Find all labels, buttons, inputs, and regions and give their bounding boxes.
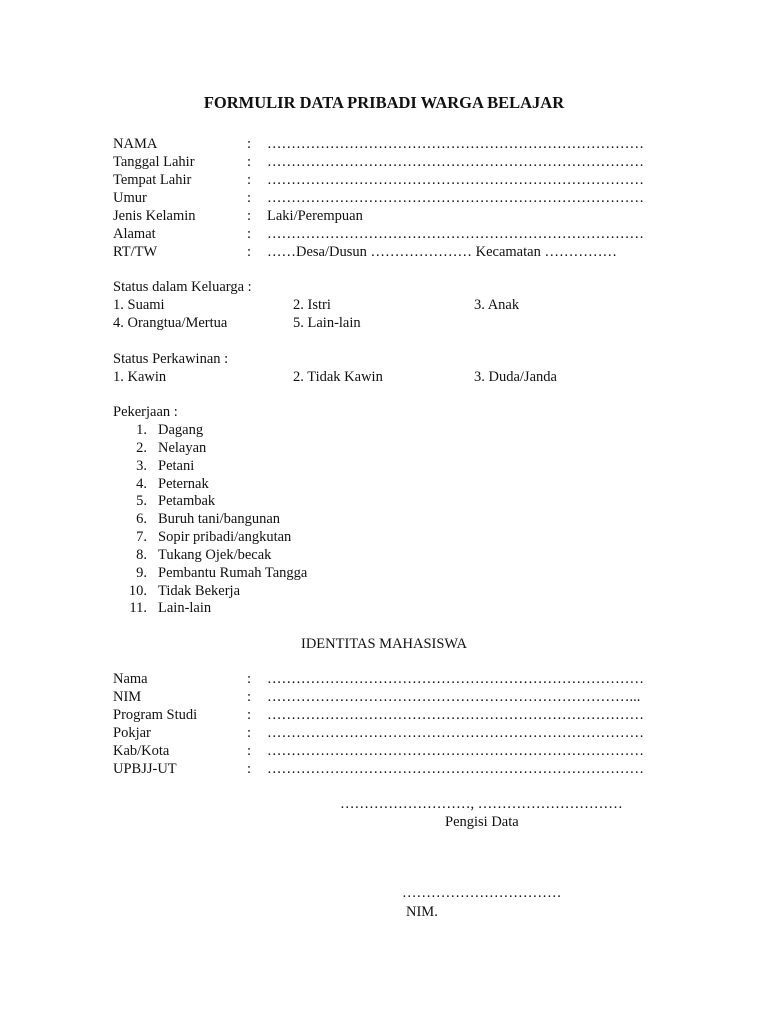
field-label: Tanggal Lahir (113, 154, 195, 170)
form-title: FORMULIR DATA PRIBADI WARGA BELAJAR (203, 93, 565, 112)
list-item-number: 1. (136, 422, 147, 438)
field-value: …………………………………………………………………… (267, 226, 644, 242)
field-value: …………………………………………………………………… (267, 743, 644, 759)
occupation-heading: Pekerjaan : (113, 404, 178, 420)
student-field-pokjar (113, 725, 644, 744)
field-label: Nama (113, 671, 148, 687)
field-colon: : (247, 761, 252, 777)
family-status-heading: Status dalam Keluarga : (113, 279, 252, 295)
field-label: Tempat Lahir (113, 172, 192, 188)
marital-status-option: 2. Tidak Kawin (293, 369, 383, 385)
student-field-nim (113, 689, 641, 708)
field-tempat-lahir (113, 172, 644, 191)
list-item: Pembantu Rumah Tangga (158, 565, 308, 581)
field-label: UPBJJ-UT (113, 761, 177, 777)
signature-place-date: ………………………, ………………………… (340, 796, 623, 812)
list-item: Nelayan (158, 440, 207, 456)
field-label: NIM (113, 689, 142, 705)
signature-role: Pengisi Data (445, 814, 519, 830)
field-value: ……Desa/Dusun ………………… Kecamatan …………… (267, 244, 617, 260)
marital-status-option: 1. Kawin (113, 369, 167, 385)
field-value: …………………………………………………………………… (267, 136, 644, 152)
student-field-upbjj-ut (113, 761, 644, 780)
field-colon: : (247, 190, 252, 206)
field-label: Alamat (113, 226, 156, 242)
list-item: Sopir pribadi/angkutan (158, 529, 292, 545)
field-value: …………………………………………………………………… (267, 172, 644, 188)
field-umur (113, 190, 644, 209)
field-colon: : (247, 743, 252, 759)
list-item: Tidak Bekerja (158, 583, 241, 599)
list-item-number: 4. (136, 476, 147, 492)
list-item: Lain-lain (158, 600, 212, 616)
list-item: Buruh tani/bangunan (158, 511, 281, 527)
list-item-number: 8. (136, 547, 147, 563)
field-colon: : (247, 707, 252, 723)
list-item-number: 6. (136, 511, 147, 527)
field-value: …………………………………………………………………… (267, 190, 644, 206)
field-value: …………………………………………………………………... (267, 689, 641, 705)
field-colon: : (247, 725, 252, 741)
list-item-number: 9. (136, 565, 147, 581)
marital-status-heading: Status Perkawinan : (113, 351, 229, 367)
field-value: …………………………………………………………………… (267, 725, 644, 741)
field-value: …………………………………………………………………… (267, 761, 644, 777)
field-rt-tw (113, 245, 633, 263)
field-label: Kab/Kota (113, 743, 170, 759)
student-field-program-studi (113, 707, 644, 726)
field-colon: : (247, 671, 252, 687)
field-colon: : (247, 208, 252, 224)
field-jenis-kelamin (113, 209, 633, 227)
family-status-option: 1. Suami (113, 297, 165, 313)
list-item: Petambak (158, 493, 216, 509)
field-colon: : (247, 689, 252, 705)
family-status-option: 2. Istri (293, 297, 331, 313)
field-label: RT/TW (113, 244, 158, 260)
field-colon: : (247, 154, 252, 170)
field-label: Jenis Kelamin (113, 208, 196, 224)
field-value: …………………………………………………………………… (267, 671, 644, 687)
field-value: …………………………………………………………………… (267, 154, 644, 170)
student-field-kab-kota (113, 743, 644, 762)
family-status-option: 4. Orangtua/Mertua (113, 315, 228, 331)
field-tanggal-lahir (113, 154, 644, 173)
student-field-nama (113, 671, 644, 690)
family-status-option: 3. Anak (474, 297, 520, 313)
field-value: Laki/Perempuan (267, 208, 363, 224)
field-colon: : (247, 136, 252, 152)
field-label: Pokjar (113, 725, 151, 741)
list-item-number: 7. (136, 529, 147, 545)
field-nama (113, 136, 644, 155)
field-alamat (113, 226, 644, 245)
field-label: Program Studi (113, 707, 198, 723)
marital-status-option: 3. Duda/Janda (474, 369, 557, 385)
family-status-option: 5. Lain-lain (293, 315, 361, 331)
list-item: Petani (158, 458, 195, 474)
list-item-number: 3. (136, 458, 147, 474)
list-item-number: 11. (129, 600, 147, 616)
field-value: …………………………………………………………………… (267, 707, 644, 723)
signature-line: …………………………… (402, 885, 562, 901)
list-item-number: 2. (136, 440, 147, 456)
field-colon: : (247, 226, 252, 242)
signature-nim-label: NIM. (406, 904, 438, 920)
list-item-number: 10. (128, 583, 147, 599)
list-item: Tukang Ojek/becak (158, 547, 272, 563)
field-colon: : (247, 244, 252, 260)
list-item-number: 5. (136, 493, 147, 509)
field-label: NAMA (113, 136, 158, 152)
list-item: Peternak (158, 476, 209, 492)
student-identity-heading: IDENTITAS MAHASISWA (301, 636, 467, 652)
field-colon: : (247, 172, 252, 188)
list-item: Dagang (158, 422, 204, 438)
field-label: Umur (113, 190, 147, 206)
